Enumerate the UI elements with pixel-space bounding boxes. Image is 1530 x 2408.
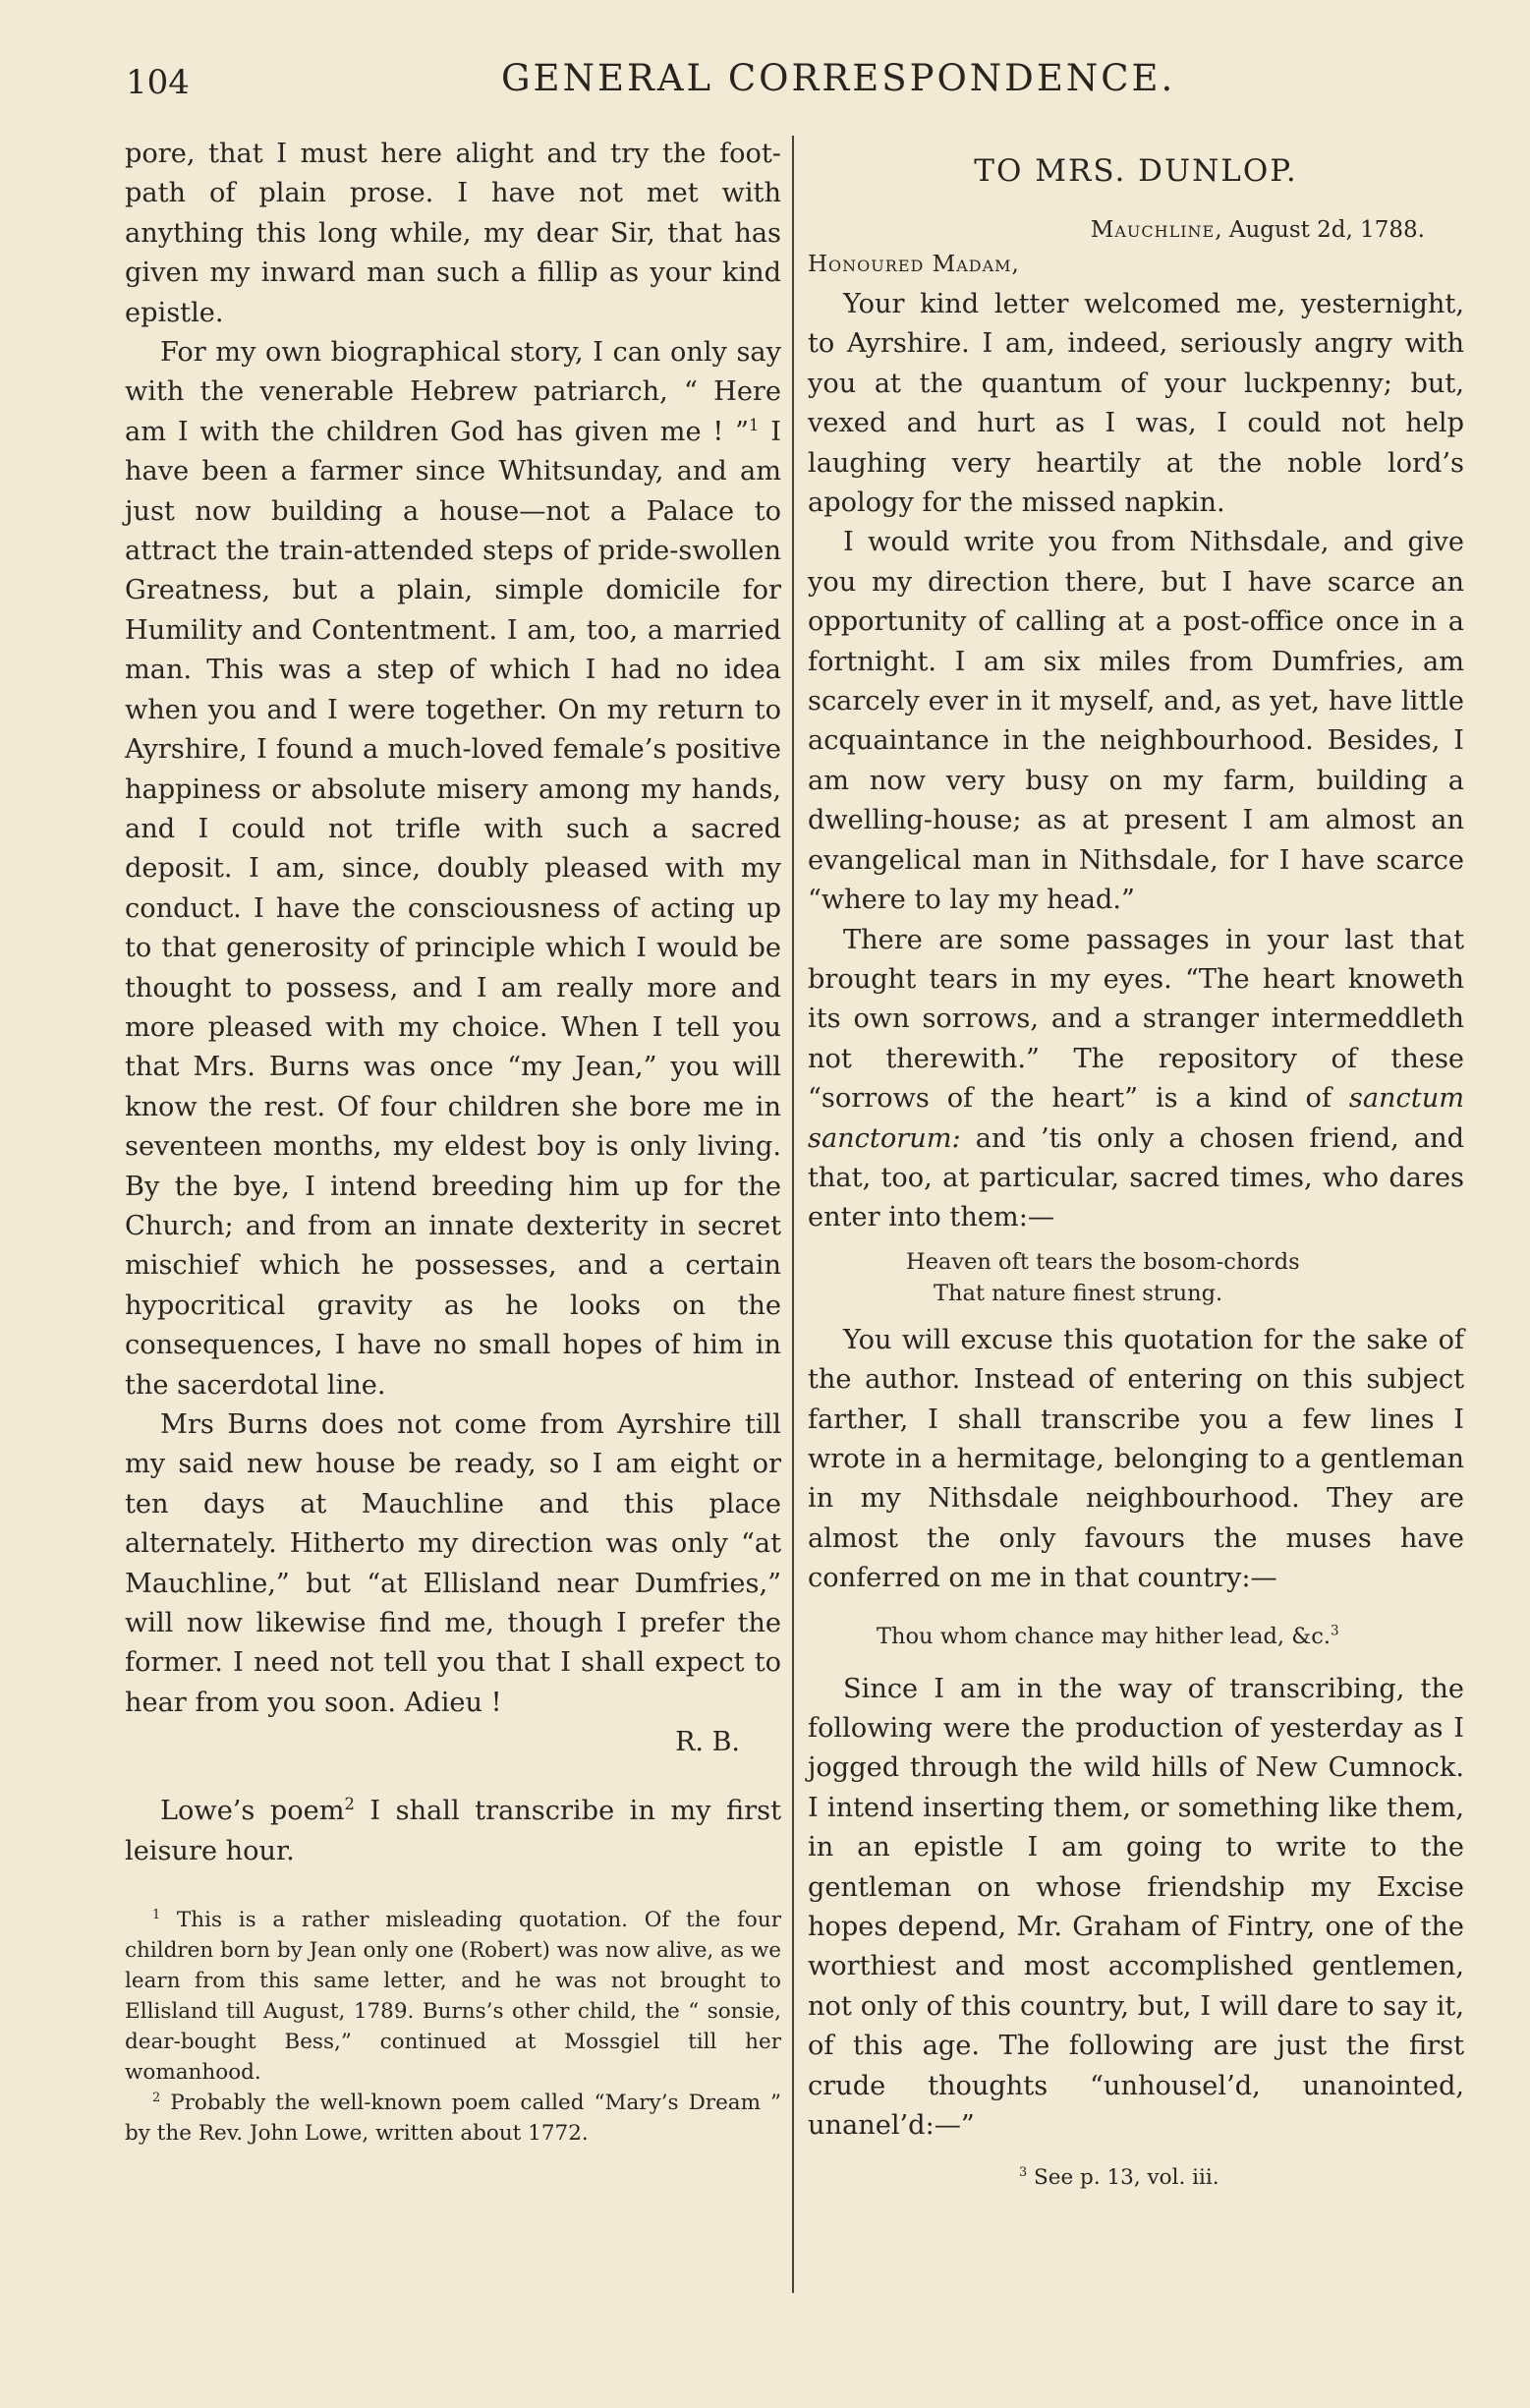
footnote-ref: 3 <box>1331 1623 1339 1639</box>
postscript <box>125 1792 781 1871</box>
footnote <box>808 2163 1464 2193</box>
running-head: GENERAL CORRESPONDENCE. <box>501 57 1176 99</box>
footnote-marker: 3 <box>1019 2165 1028 2181</box>
letter-paragraph: I would write you from Nithsdale, and give you my direction there, but I have scarce an opportunity of calling at a post-office once in a fortnight. I am six miles from Dumfries, am scarcely ever in it myself, and, as yet, have little acquaintance in the neighbourhood. Besides, I am now very busy on my farm, building a dwelling-house; as at present I am almost an evangelical man in Nithsdale, for I have scarce “where to lay my head.” <box>808 527 1464 916</box>
letter-paragraph <box>808 921 1464 1238</box>
letter-paragraph: You will excuse this quotation for the sake of the author. Instead of entering on this subject farther, I shall transcribe you a few lines I wrote in a hermitage, belonging to a gentleman in my Nithsdale neighbourhood. They are almost the only favours the muses have conferred on me in that country:— <box>808 1324 1464 1594</box>
left-column <box>125 135 781 2149</box>
letter-paragraph: Your kind letter welcomed me, yesternight, to Ayrshire. I am, indeed, seriously angry with you at the quantum of your luckpenny; but, vexed and hurt as I was, I could not help laughing very heartily at the noble lord’s apology for the missed napkin. <box>808 289 1464 519</box>
paragraph-text: and ’tis only a chosen friend, and that, too, at particular, sacred times, who dares enter into them:— <box>808 1122 1464 1233</box>
footnote <box>125 2088 781 2149</box>
letter-paragraph: pore, that I must here alight and try the foot-path of plain prose. I have not met with anything this long while, my dear Sir, that has given my inward man such a fillip as your kind epistle. <box>125 139 781 328</box>
verse-quotation <box>808 1246 1464 1309</box>
verse-line: Thou whom chance may hither lead, &c. <box>877 1623 1332 1649</box>
page-number: 104 <box>126 63 190 102</box>
footnote-text: This is a rather misleading quotation. Of the four children born by Jean only one (Robert) was now alive, as we learn from this same letter, and he was not brought to Ellisland till August, 1789. Burns’s other child, the “ sonsie, dear-bought Bess,” continued at Mossgiel till her womanhood. <box>125 1908 781 2086</box>
date: , August 2d, 1788. <box>1215 217 1425 243</box>
paragraph-text: I have been a farmer since Whitsunday, and am just now building a house—not a Palace to attract the train-attended steps of pride-swollen Greatness, but a plain, simple domicile for Humility and Contentment. I am, too, a married man. This was a step of which I had no idea when you and I were together. On my return to Ayrshire, I found a much-loved female’s positive happiness or absolute misery among my hands, and I could not trifle with such a sacred deposit. I am, since, doubly pleased with my conduct. I have the consciousness of acting up to that generosity of principle which I would be thought to possess, and I am really more and more pleased with my choice. When I tell you that Mrs. Burns was once “my Jean,” you will know the rest. Of four children she bore me in seventeen months, my eldest boy is only living. By the bye, I intend breeding him up for the Church; and from an innate dexterity in secret mischief which he possesses, and a certain hypocritical gravity as he looks on the consequences, I have no small hopes of him in the sacerdotal line. <box>125 416 781 1401</box>
footnote-text: Probably the well-known poem called “Mary’s Dream ” by the Rev. John Lowe, written about 1772. <box>125 2091 781 2147</box>
italic-phrase: sanctum sanctorum: <box>808 1083 1464 1154</box>
dateline <box>808 212 1464 248</box>
footnote-marker: 1 <box>152 1907 161 1922</box>
right-column <box>808 135 1464 2193</box>
footnote-ref: 2 <box>344 1795 355 1814</box>
footnote-text: See p. 13, vol. iii. <box>1034 2165 1219 2191</box>
footnote-ref: 1 <box>749 415 760 434</box>
letter-paragraph <box>125 333 781 1405</box>
verse-line: Heaven oft tears the bosom-chords <box>906 1248 1300 1275</box>
paragraph-text: There are some passages in your last that brought tears in my eyes. “The heart knoweth its own sorrows, and a stranger intermeddleth not therewith.” The repository of these “sorrows of the heart” is a kind of <box>808 924 1464 1115</box>
verse-line: That nature finest strung. <box>934 1280 1223 1306</box>
paragraph-text: Lowe’s poem <box>160 1796 345 1827</box>
place-name: Mauchline <box>1090 217 1216 243</box>
footnotes <box>125 1905 781 2149</box>
paragraph-text: For my own biographical story, I can only say with the venerable Hebrew patriarch, “ Here am I with the children God has given me ! ” <box>125 337 781 447</box>
salutation: Honoured Madam, <box>808 252 1020 277</box>
verse-quotation <box>808 1621 1464 1652</box>
footnote <box>125 1905 781 2088</box>
footnote-marker: 2 <box>152 2090 161 2105</box>
signature: R. B. <box>675 1727 740 1758</box>
paragraph-text: I shall transcribe in my first leisure hour. <box>125 1796 781 1866</box>
column-divider <box>792 136 794 2293</box>
letter-paragraph: Since I am in the way of transcribing, the following were the production of yesterday as I jogged through the wild hills of New Cumnock. I intend inserting them, or something like them, in an epistle I am going to write to the gentleman on whose friendship my Excise hopes depend, Mr. Graham of Fintry, one of the worthiest and most accomplished gentlemen, not only of this country, but, I will dare to say it, of this age. The following are just the first crude thoughts “unhousel’d, unanointed, unanel’d:—” <box>808 1673 1464 2142</box>
letter-title: TO MRS. DUNLOP. <box>974 153 1298 189</box>
letter-paragraph: Mrs Burns does not come from Ayrshire till my said new house be ready, so I am eight or ten days at Mauchline and this place alternately. Hitherto my direction was only “at Mauchline,” but “at Ellisland near Dumfries,” will now likewise find me, though I prefer the former. I need not tell you that I shall expect to hear from you soon. Adieu ! <box>125 1409 781 1718</box>
